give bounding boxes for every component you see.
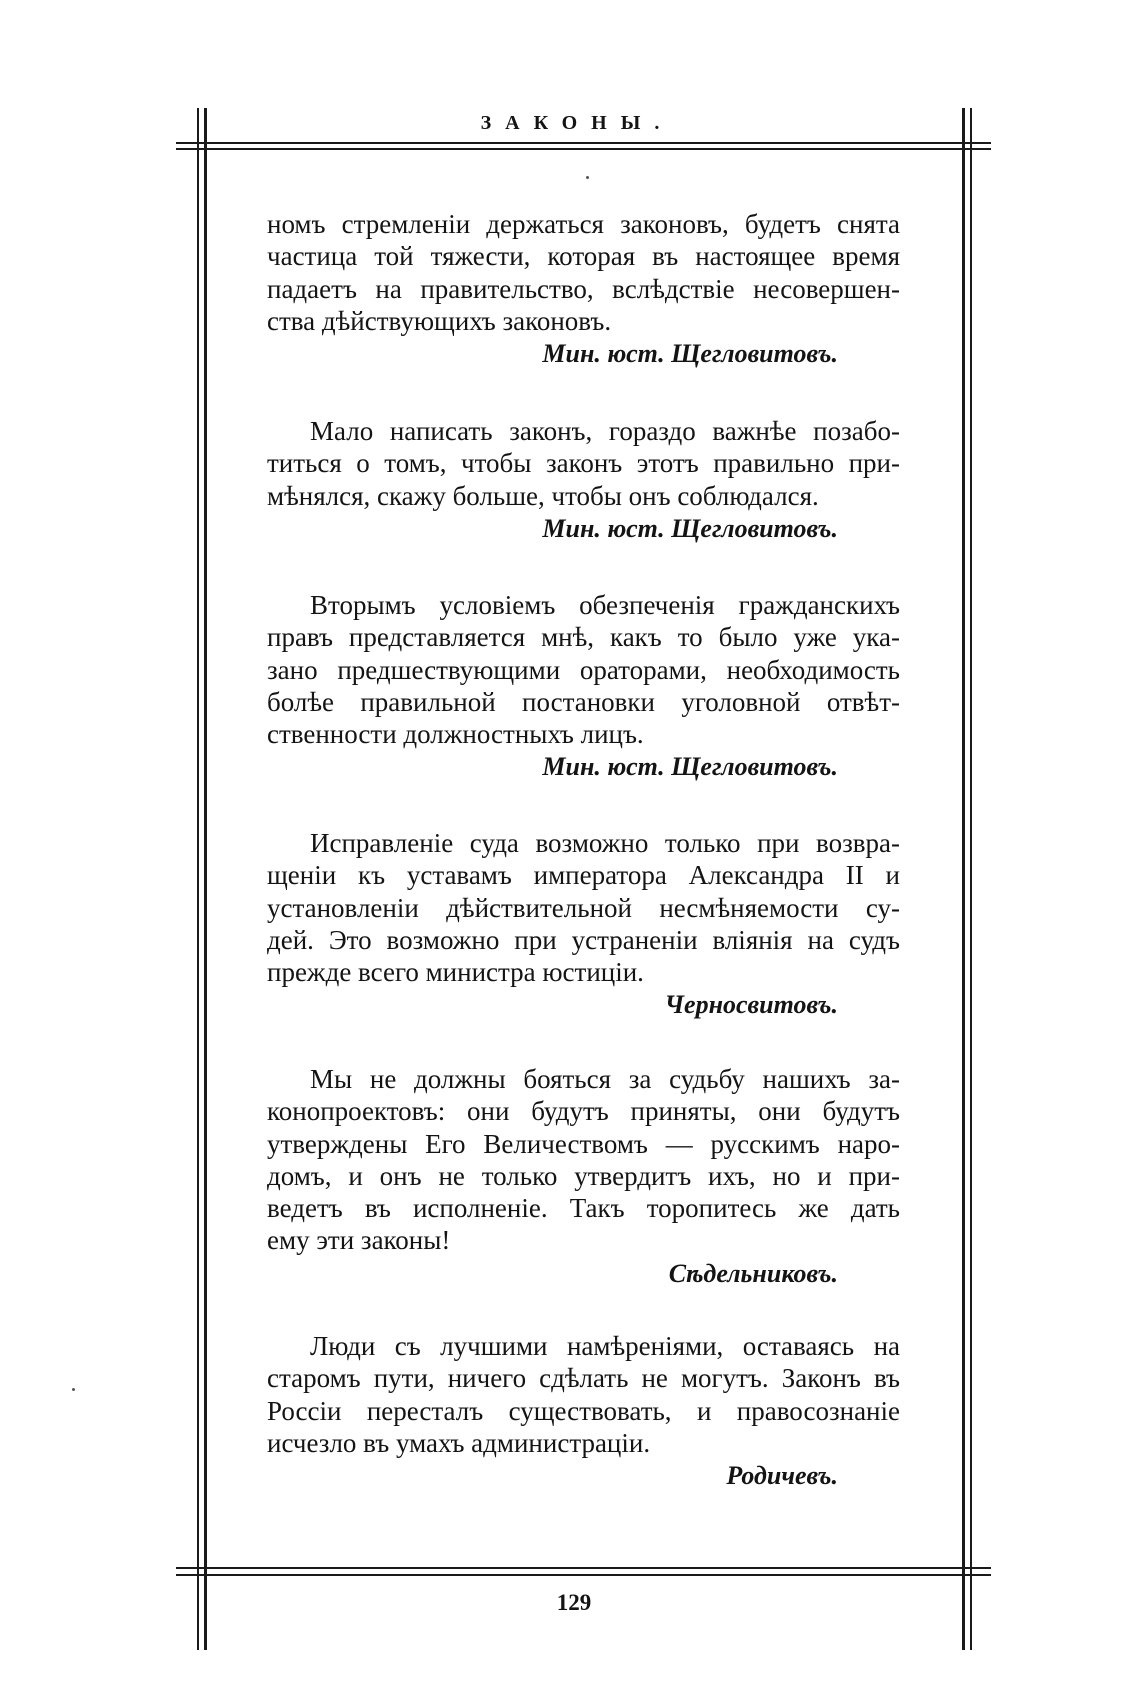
frame-left-inner	[204, 108, 207, 1650]
quote-line: установленiи дѣйствительной несмѣняемости су-	[267, 892, 900, 923]
quote-line: утверждены Его Величествомъ — русскимъ наро-	[267, 1128, 900, 1159]
frame-left-outer	[197, 108, 199, 1650]
quote-block-6	[267, 1330, 900, 1493]
quote-line: частица той тяжести, которая въ настоящее время	[267, 241, 900, 272]
quote-block-3	[267, 589, 900, 784]
quote-line: домъ, и онъ не только утвердитъ ихъ, но и при-	[267, 1160, 900, 1191]
quote-block-4	[267, 827, 900, 1022]
quote-line: зано предшествующими ораторами, необходимость	[267, 654, 900, 685]
quote-text	[267, 208, 900, 337]
quote-author: Мин. юст. Щегловитовъ.	[542, 513, 838, 543]
quote-line: дей. Это возможно при устраненiи влiянiя на судъ	[267, 924, 900, 955]
quote-line: старомъ пути, ничего сдѣлать не могутъ. Законъ въ	[267, 1363, 900, 1394]
page-number: 129	[556, 1590, 592, 1615]
frame-bottom-rule-1	[176, 1567, 991, 1569]
frame-right-inner	[962, 108, 965, 1650]
quote-text	[267, 589, 900, 750]
quote-author: Сѣдельниковъ.	[668, 1258, 838, 1288]
quote-line: прежде всего министра юстицiи.	[267, 957, 644, 988]
scan-speck	[586, 176, 589, 179]
quote-line: ведетъ въ исполненiе. Такъ торопитесь же дать	[267, 1193, 900, 1224]
quote-author: Мин. юст. Щегловитовъ.	[542, 752, 838, 782]
frame-right-outer	[970, 108, 972, 1650]
quote-line: Вторымъ условiемъ обезпеченiя гражданскихъ	[310, 590, 900, 620]
running-head: ЗАКОНЫ.	[480, 112, 674, 134]
frame-bottom-rule-2	[176, 1574, 991, 1576]
quote-author: Черносвитовъ.	[664, 990, 838, 1020]
quote-author: Родичевъ.	[726, 1461, 838, 1491]
quote-line: Мы не должны бояться за судьбу нашихъ за-	[310, 1064, 900, 1094]
quote-line: номъ стремленiи держаться законовъ, будетъ снята	[267, 209, 900, 239]
quote-author: Мин. юст. Щегловитовъ.	[542, 339, 838, 369]
quote-line: ственности должностныхъ лицъ.	[267, 719, 644, 750]
frame-top-rule-1	[176, 142, 991, 144]
quote-line: Люди съ лучшими намѣренiями, оставаясь на	[310, 1331, 900, 1361]
quote-line: Россiи пересталъ существовать, и правосознанiе	[267, 1395, 900, 1426]
quote-line: болѣе правильной постановки уголовной отвѣт-	[267, 686, 900, 717]
quote-line: ему эти законы!	[267, 1225, 451, 1256]
quote-line: щенiи къ уставамъ императора Александра II и	[267, 860, 900, 891]
scan-speck	[72, 1388, 75, 1391]
quote-block-5	[267, 1063, 900, 1291]
quote-text	[267, 1330, 900, 1459]
quote-line: Мало написать законъ, гораздо важнѣе позабо-	[310, 416, 900, 446]
quote-line: правъ представляется мнѣ, какъ то было уже ука-	[267, 622, 900, 653]
quote-text	[267, 1063, 900, 1257]
quote-text	[267, 415, 900, 512]
quote-line: мѣнялся, скажу больше, чтобы онъ соблюдался.	[267, 480, 819, 511]
quote-block-1	[267, 208, 900, 371]
quote-line: конопроектовъ: они будутъ приняты, они будутъ	[267, 1096, 900, 1127]
quote-line: титься о томъ, чтобы законъ этотъ правильно при-	[267, 448, 900, 479]
quote-block-2	[267, 415, 900, 546]
quote-text	[267, 827, 900, 988]
quote-line: падаетъ на правительство, вслѣдствiе несовершен-	[267, 273, 900, 304]
frame-top-rule-2	[176, 148, 991, 150]
quote-line: ства дѣйствующихъ законовъ.	[267, 305, 612, 336]
quote-line: Исправленiе суда возможно только при возвра-	[310, 828, 900, 858]
quote-line: исчезло въ умахъ администрацiи.	[267, 1427, 651, 1458]
